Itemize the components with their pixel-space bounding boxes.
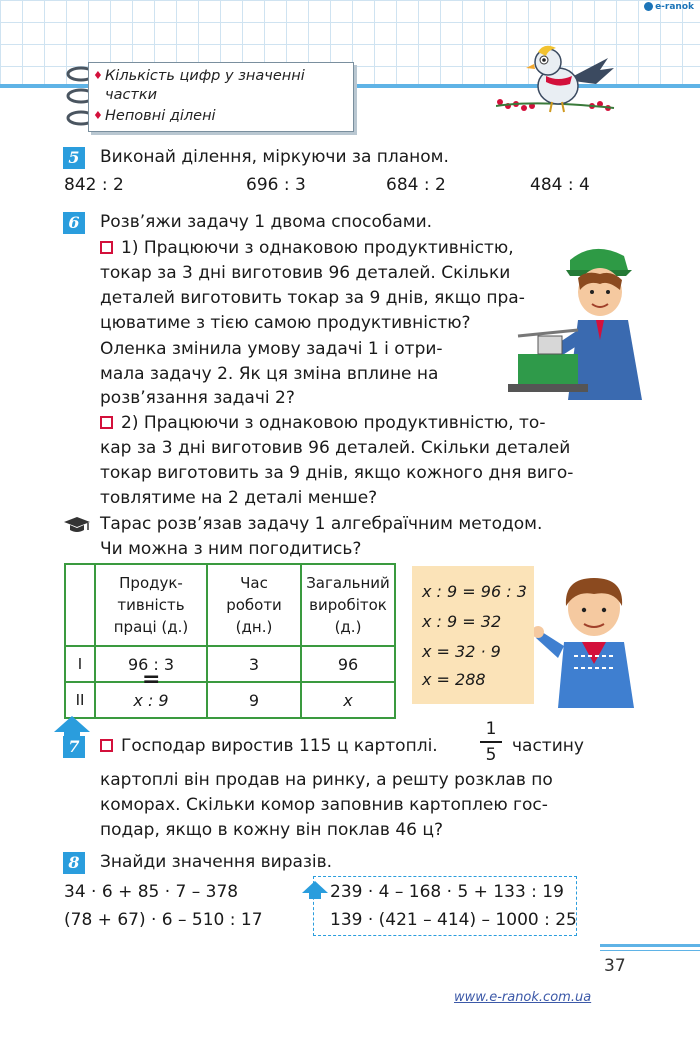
bird-illustration [496,40,616,120]
problem1-line: 1) Працюючи з однаковою продуктивністю, [100,236,514,260]
table-cell: 96 : 3 = [95,646,207,682]
task8-expression: 239 · 4 – 168 · 5 + 133 : 19 [330,882,564,902]
table-header: Час роботи (дн.) [207,564,301,646]
problem2-line: кар за 3 дні виготовив 96 деталей. Скільки деталей [100,438,571,458]
problem2-line: токар виготовить за 9 днів, якщо кожного дня виго- [100,463,574,483]
table-header: Продук- тивність праці (д.) [95,564,207,646]
boy-illustration [534,572,642,708]
table-cell: ІІ [65,682,95,718]
task7-line: картоплі він продав на ринку, а решту розклав по [100,770,553,790]
task7-line1: Господар виростив 115 ц картоплі. [100,734,438,758]
footer-rule [600,944,700,947]
note-line: частки [105,87,158,103]
task-number-7: 7 [63,736,85,758]
table-cell: 9 [207,682,301,718]
page-number: 37 [604,956,626,976]
solution-line: x : 9 = 32 [422,612,502,631]
table-cell: І [65,646,95,682]
task8-expression: 139 · (421 – 414) – 1000 : 25 [330,910,577,930]
difficulty-arrow-icon [54,716,90,736]
table-cell: x : 9 [95,682,207,718]
solution-line: x = 32 · 9 [422,642,501,661]
difficulty-arrow-icon [302,881,328,899]
equal-sign: = [142,667,161,692]
checkbox-icon [100,416,113,429]
bullet-icon: ♦ [93,109,103,122]
problem1-line: Оленка змінила умову задачі 1 і отри- [100,339,443,359]
task5-expression: 696 : 3 [246,175,306,195]
task5-expression: 842 : 2 [64,175,124,195]
fraction-one-fifth: 1 5 [480,719,502,765]
worker-illustration [508,240,642,400]
productivity-table [64,563,396,719]
taras-line: Чи можна з ним погодитись? [100,539,362,559]
solution-line: x = 288 [422,670,486,689]
table-cell: 96 [301,646,395,682]
problem1-line: токар за 3 дні виготовив 96 деталей. Скільки [100,263,511,283]
problem1-line: деталей виготовить токар за 9 днів, якщо пра- [100,288,525,308]
problem2-line: товлятиме на 2 деталі менше? [100,488,378,508]
task6-text: Розв’яжи задачу 1 двома способами. [100,212,433,232]
table-row [65,646,395,682]
publisher-link[interactable]: www.e-ranok.com.ua [454,990,592,1005]
problem2-line: 2) Працюючи з однаковою продуктивністю, то- [100,411,545,435]
problem1-line: цюватиме з тією самою продуктивністю? [100,313,471,333]
topic-note [88,62,354,132]
task5-text: Виконай ділення, міркуючи за планом. [100,147,449,167]
table-cell: 3 [207,646,301,682]
problem1-line: мала задачу 2. Як ця зміна вплине на [100,364,439,384]
task7-line1-end: частину [512,736,584,756]
task-number-5: 5 [63,147,85,169]
bullet-icon: ♦ [93,69,103,82]
footer-rule [600,950,700,951]
task5-expression: 684 : 2 [386,175,446,195]
task-number-6: 6 [63,212,85,234]
solution-line: x : 9 = 96 : 3 [422,582,527,601]
taras-line: Тарас розв’язав задачу 1 алгебраїчним методом. [100,514,543,534]
note-line: Кількість цифр у значенні [105,68,305,84]
task8-expression: (78 + 67) · 6 – 510 : 17 [64,910,263,930]
table-row [65,682,395,718]
solution-box [412,566,534,704]
table-header: Загальний виробіток (д.) [301,564,395,646]
note-line: Неповні ділені [105,108,216,124]
task8-expression: 34 · 6 + 85 · 7 – 378 [64,882,239,902]
task-number-8: 8 [63,852,85,874]
checkbox-icon [100,739,113,752]
table-corner [65,564,95,646]
task7-line: подар, якщо в кожну він поклав 46 ц? [100,820,443,840]
task7-line: коморах. Скільки комор заповнив картоплею гос- [100,795,548,815]
task8-text: Знайди значення виразів. [100,852,333,872]
checkbox-icon [100,241,113,254]
problem1-line: розв’язання задачі 2? [100,388,295,408]
graduation-cap-icon [62,516,92,534]
publisher-badge: e-ranok [644,2,694,12]
table-cell: x [301,682,395,718]
task5-expression: 484 : 4 [530,175,590,195]
